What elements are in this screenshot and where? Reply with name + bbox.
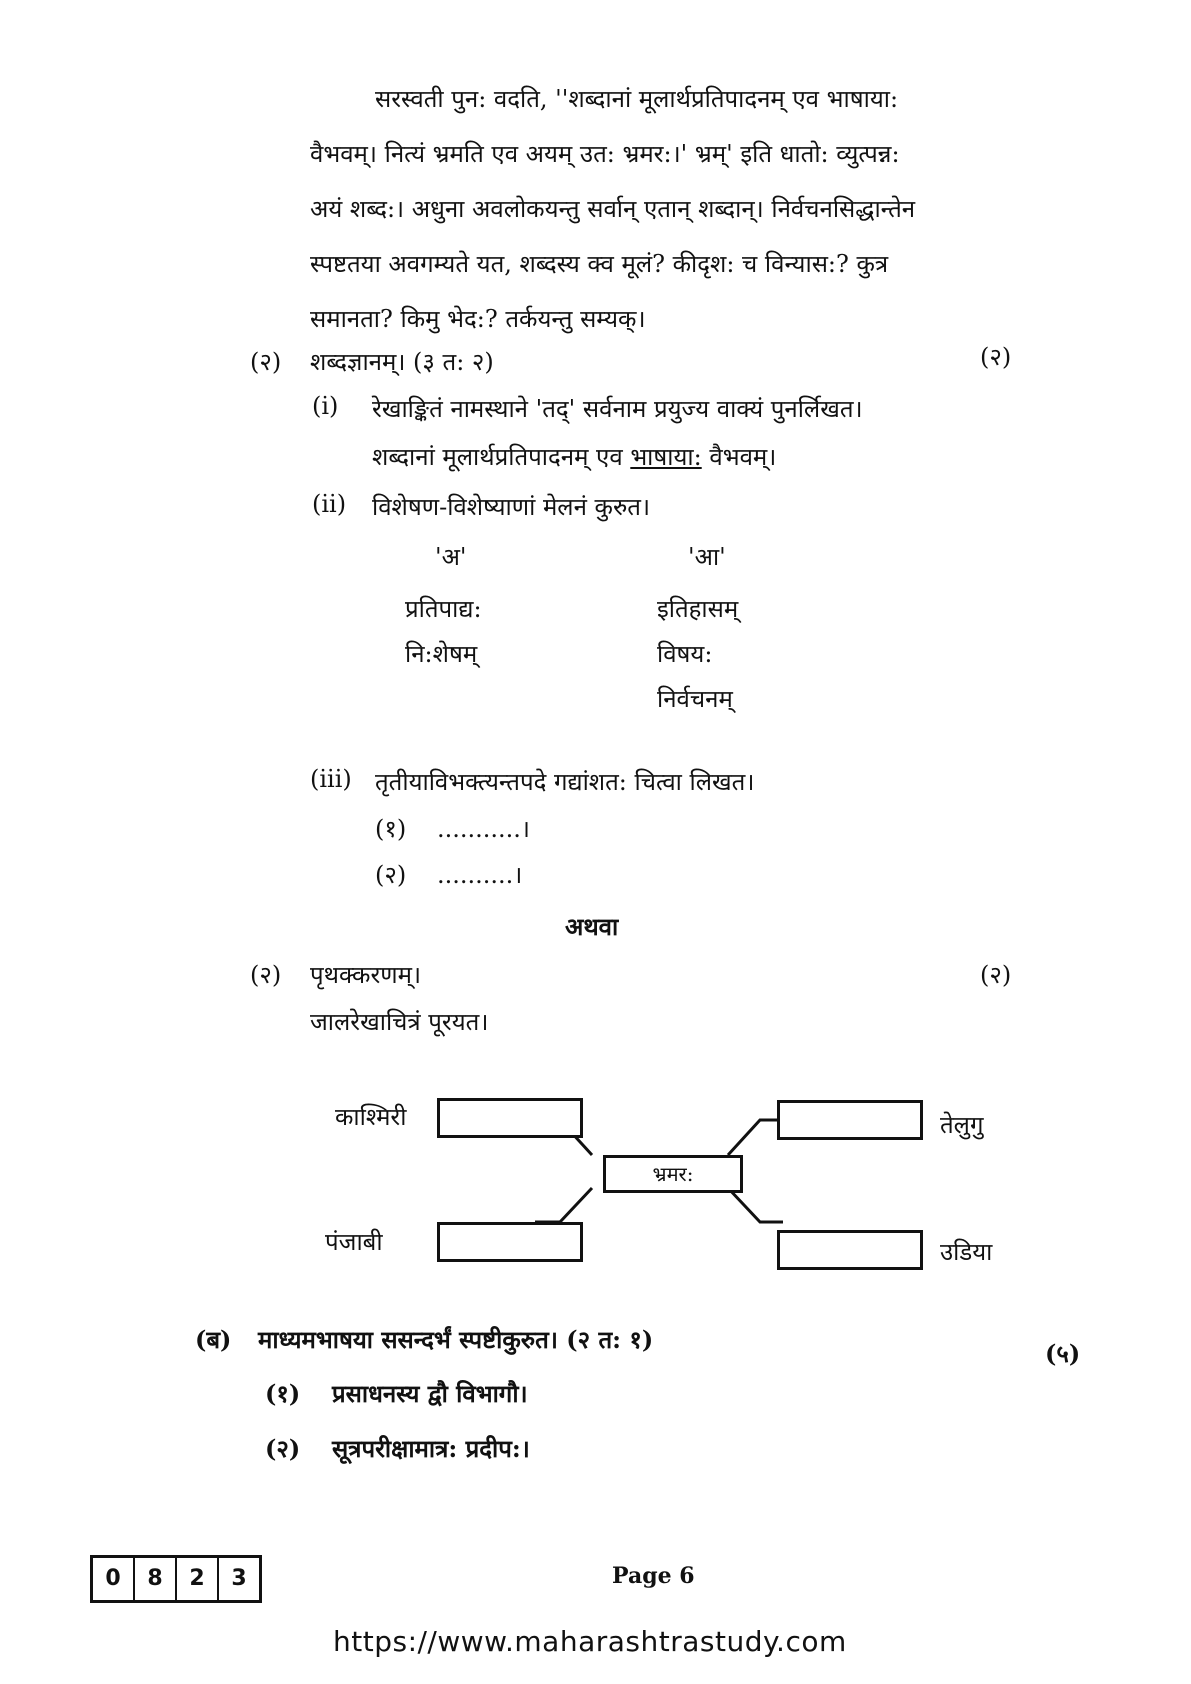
answer-box-top-right[interactable] <box>777 1100 923 1140</box>
page-number: Page 6 <box>612 1563 695 1589</box>
q2-ii-instruction: विशेषण-विशेष्याणां मेलनं कुरुत। <box>372 493 651 521</box>
passage-line-1: सरस्वती पुन: वदति, ''शब्दानां मूलार्थप्रतिपादनम् एव भाषाया: <box>375 85 899 113</box>
diagram-label-top-left: काश्मिरी <box>335 1103 407 1131</box>
or-separator: अथवा <box>565 912 619 941</box>
passage-line-3: अयं शब्द:। अधुना अवलोकयन्तु सर्वान् एतान् शब्दान्। निर्वचनसिद्धान्तेन <box>310 195 916 223</box>
q2-title: शब्दज्ञानम्। (३ त: २) <box>310 348 494 376</box>
diagram-label-top-right: तेलुगु <box>940 1111 984 1139</box>
diagram-label-bottom-left: पंजाबी <box>325 1228 383 1256</box>
section-b-item-number: (१) <box>265 1379 301 1408</box>
section-b-title: माध्यमभाषया ससन्दर्भं स्पष्टीकुरुत। (२ त: १) <box>258 1325 654 1354</box>
answer-blank: ..........। <box>437 861 523 889</box>
q2-alt-instruction: जालरेखाचित्रं पूरयत। <box>310 1008 489 1036</box>
diagram-center: भ्रमर: <box>603 1155 743 1193</box>
footer-url-link[interactable]: https://www.maharashtrastudy.com <box>333 1625 847 1658</box>
sentence-before: शब्दानां मूलार्थप्रतिपादनम् एव <box>372 443 631 471</box>
answer-box-bottom-left[interactable] <box>437 1222 583 1262</box>
answer-box-bottom-right[interactable] <box>777 1230 923 1270</box>
diagram-label-bottom-right: उडिया <box>940 1238 993 1266</box>
passage-line-5: समानता? किमु भेद:? तर्कयन्तु सम्यक्। <box>310 305 646 333</box>
column-b-item: विषय: <box>657 640 713 668</box>
paper-code-digit: 0 <box>93 1558 135 1600</box>
q2-iii-instruction: तृतीयाविभक्त्यन्तपदे गद्यांशत: चित्वा लिखत। <box>375 768 755 796</box>
q2-alt-title: पृथक्करणम्। <box>310 961 422 989</box>
paper-code-digit: 8 <box>135 1558 177 1600</box>
answer-number: (२) <box>375 861 407 889</box>
passage-line-2: वैभवम्। नित्यं भ्रमति एव अयम् उत: भ्रमर:।' भ्रम्' इति धातो: व्युत्पन्न: <box>310 140 900 168</box>
section-b-item-text: सूत्रपरीक्षामात्र: प्रदीप:। <box>332 1434 530 1463</box>
connector-line <box>535 1188 592 1222</box>
section-b-label: (ब) <box>195 1325 232 1354</box>
answer-blank: ...........। <box>437 815 531 843</box>
q2-iii-label: (iii) <box>310 765 352 793</box>
paper-code-digit: 3 <box>231 1566 247 1591</box>
column-b-item: निर्वचनम् <box>657 685 733 713</box>
q2-i-instruction: रेखाङ्कितं नामस्थाने 'तद्' सर्वनाम प्रयुज्य वाक्यं पुनर्लिखत। <box>372 395 863 423</box>
column-b-header: 'आ' <box>688 543 726 571</box>
sentence-underlined-word: भाषाया: <box>630 443 702 471</box>
column-b-item: इतिहासम् <box>657 595 739 623</box>
section-b-item-number: (२) <box>265 1434 301 1463</box>
column-a-item: प्रतिपाद्य: <box>405 595 482 623</box>
connector-line <box>728 1120 783 1155</box>
paper-code-box <box>90 1555 262 1603</box>
answer-box-top-left[interactable] <box>437 1098 583 1138</box>
paper-code-digit: 2 <box>177 1558 219 1600</box>
passage-line-4: स्पष्टतया अवगम्यते यत, शब्दस्य क्व मूलं? कीदृश: च विन्यास:? कुत्र <box>310 250 889 278</box>
q2-ii-label: (ii) <box>312 490 347 518</box>
q2-i-label: (i) <box>312 392 339 420</box>
section-b-marks: (५) <box>1045 1339 1081 1368</box>
column-a-header: 'अ' <box>435 543 467 571</box>
column-a-item: नि:शेषम् <box>405 640 478 668</box>
connector-line <box>728 1188 783 1222</box>
q2-number: (२) <box>250 348 282 376</box>
answer-number: (१) <box>375 815 407 843</box>
q2-alt-number: (२) <box>250 961 282 989</box>
q2-marks: (२) <box>980 343 1012 371</box>
q2-alt-marks: (२) <box>980 961 1012 989</box>
sentence-after: वैभवम्। <box>701 443 777 471</box>
section-b-item-text: प्रसाधनस्य द्वौ विभागौ। <box>332 1379 528 1408</box>
